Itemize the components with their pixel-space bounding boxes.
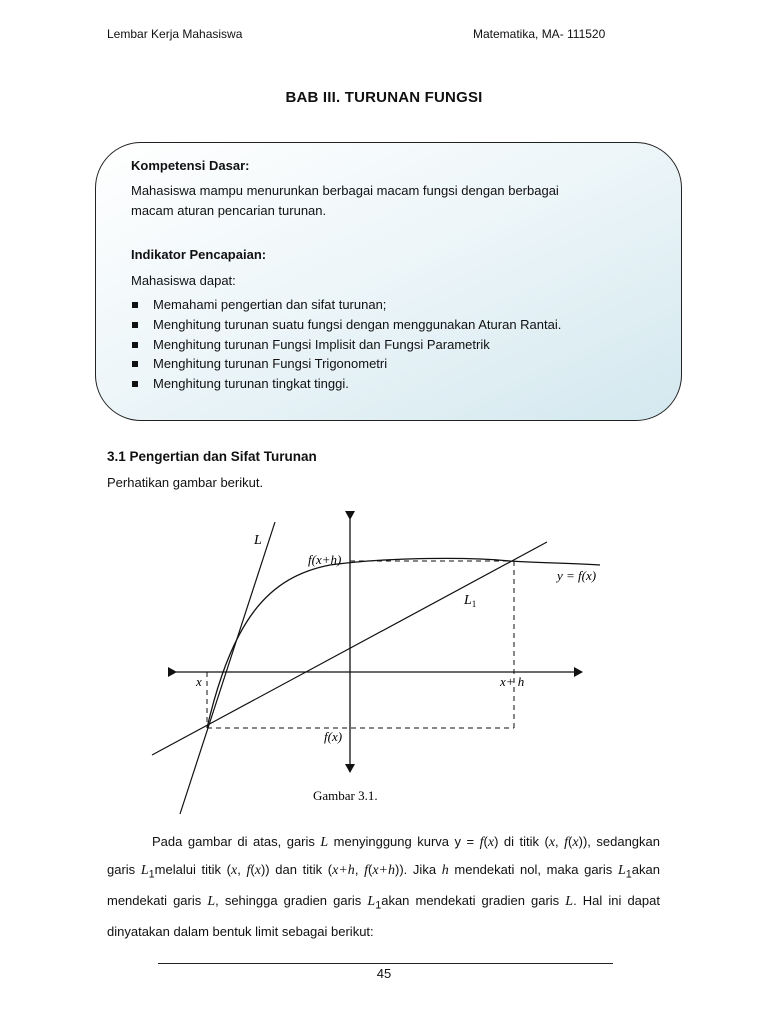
label-x: x xyxy=(196,674,202,689)
header-left-text: Lembar Kerja Mahasiswa xyxy=(107,27,243,41)
indicator-intro: Mahasiswa dapat: xyxy=(131,273,236,288)
section-heading: 3.1 Pengertian dan Sifat Turunan xyxy=(107,449,317,464)
label-L1: $L_1$ xyxy=(464,593,477,609)
body-paragraph: Pada gambar di atas, garis L menyinggung kurva y = f(x) di titik (x, f(x)), sedangkan garis $L_1melalui$ titik (x, f(x)) dan titik (x+h, f(x+h)). Jika h mendekati nol, maka garis $L_1akan$ mendekati garis L, sehingga gradien garis $L_1akan$ mendekati gradien garis L. Hal ini dapat dinyatakan dalam bentuk limit sebagai berikut: xyxy=(107,834,660,939)
basic-competency-line-1: Mahasiswa mampu menurunkan berbagai macam fungsi dengan berbagai xyxy=(131,183,559,198)
footer-rule xyxy=(158,963,613,964)
indicator-text: Menghitung turunan suatu fungsi dengan menggunakan Aturan Rantai. xyxy=(153,316,562,332)
figure-caption: Gambar 3.1. xyxy=(313,788,378,803)
header-right-text: Matematika, MA- 111520 xyxy=(473,27,606,41)
indicator-text: Memahami pengertian dan sifat turunan; xyxy=(153,297,387,312)
chapter-title: BAB III. TURUNAN FUNGSI xyxy=(285,89,483,106)
tangent-line-L xyxy=(180,522,275,814)
label-L: L xyxy=(254,533,262,548)
label-xh: x+ h xyxy=(500,674,525,689)
label-fx: f(x) xyxy=(324,729,343,744)
indicator-text: Menghitung turunan Fungsi Trigonometri xyxy=(153,356,388,372)
indicator-heading: Indikator Pencapaian: xyxy=(131,247,267,262)
label-curve: y = f(x) xyxy=(557,568,597,583)
section-intro: Perhatikan gambar berikut. xyxy=(107,475,264,490)
curve-y-fx xyxy=(207,558,600,728)
indicator-text: Menghitung turunan Fungsi Implisit dan Fungsi Parametrik xyxy=(153,336,490,352)
indicator-text: Menghitung turunan tingkat tinggi. xyxy=(153,376,349,392)
basic-competency-line-2: macam aturan pencarian turunan. xyxy=(131,203,327,218)
label-fxh: f(x+h) xyxy=(308,552,342,567)
page-number: 45 xyxy=(376,966,392,981)
basic-competency-heading: Kompetensi Dasar: xyxy=(131,158,250,173)
